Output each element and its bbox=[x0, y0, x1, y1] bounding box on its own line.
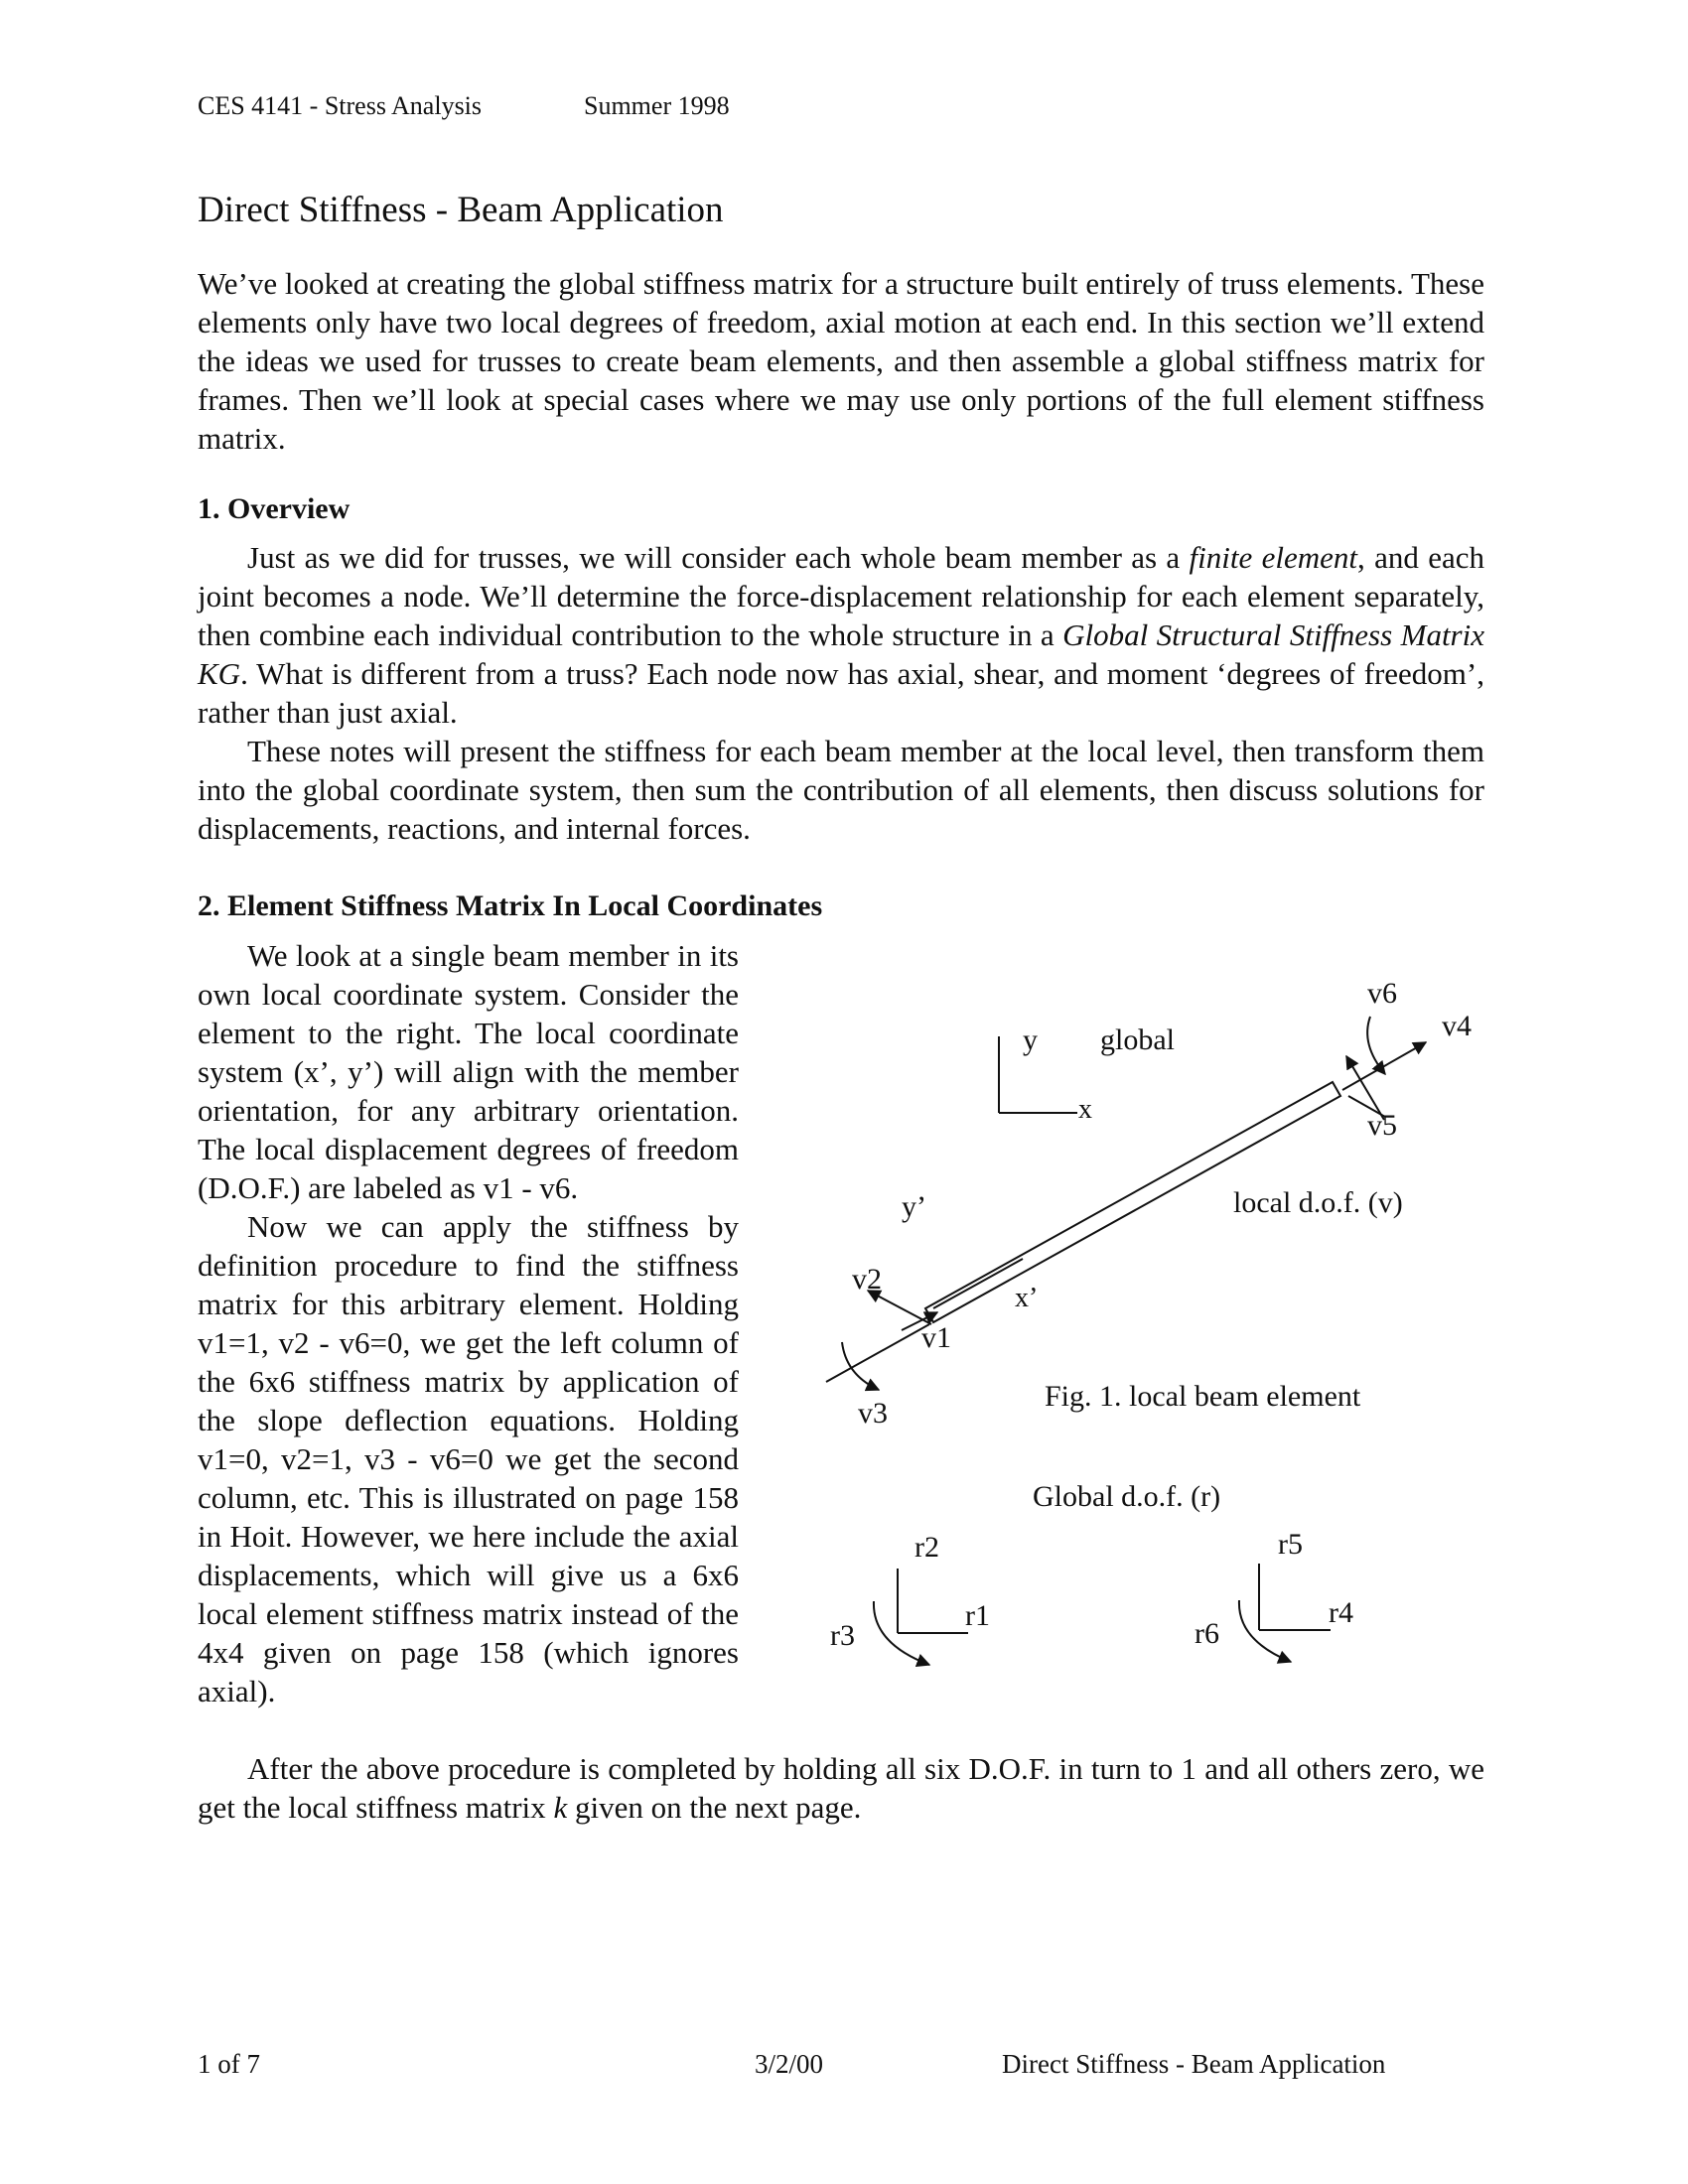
intro-paragraph bbox=[198, 264, 1484, 458]
s1p1-emphasis-finite-element: finite element bbox=[1189, 540, 1357, 575]
s1p1-text-c: . What is different from a truss? Each node now has axial, shear, and moment ‘degrees of freedom’, rather than just axial. bbox=[198, 656, 1484, 730]
s1p1-text-a: Just as we did for trusses, we will consider each whole beam member as a bbox=[247, 540, 1190, 575]
v6-label: v6 bbox=[1367, 977, 1397, 1010]
global-dof-node-left bbox=[874, 1569, 968, 1665]
section-2-paragraph-3 bbox=[198, 1749, 1484, 1827]
section-1-body bbox=[198, 538, 1484, 848]
s2p3-text-b: given on the next page. bbox=[567, 1790, 862, 1825]
section-1-heading: 1. Overview bbox=[198, 492, 351, 525]
section-2-heading: 2. Element Stiffness Matrix In Local Coordinates bbox=[198, 889, 823, 922]
section-2-paragraph-1: We look at a single beam member in its own local coordinate system. Consider the element to the right. The local coordinate system (x’, y’) will align with the member orientation, for any arbitrary orientation. The local displacement degrees of freedom (D.O.F.) are labeled as v1 - v6. bbox=[198, 938, 739, 1205]
r2-label: r2 bbox=[914, 1531, 939, 1564]
r4-label: r4 bbox=[1329, 1596, 1353, 1629]
global-y-label: y bbox=[1023, 1024, 1038, 1056]
v5-label: v5 bbox=[1367, 1109, 1397, 1142]
beam-element-figure bbox=[794, 953, 1509, 1688]
footer-page-number: 1 of 7 bbox=[198, 2049, 260, 2079]
v4-label: v4 bbox=[1442, 1010, 1472, 1042]
local-x-label: x’ bbox=[1015, 1283, 1039, 1313]
footer-date: 3/2/00 bbox=[755, 2049, 824, 2079]
r3-label: r3 bbox=[830, 1619, 855, 1652]
s2p3-text-a: After the above procedure is completed by holding all six D.O.F. in turn to 1 and all others zero, we get the local stiffness matrix bbox=[198, 1751, 1484, 1825]
section-1-paragraph-1 bbox=[198, 538, 1484, 732]
r5-label: r5 bbox=[1278, 1528, 1303, 1561]
s1p1-text-b: , and each joint becomes a node. We’ll determine the force-displacement relationship for each element separately, then combine each individual contribution to the whole structure in a bbox=[198, 540, 1484, 652]
footer-title: Direct Stiffness - Beam Application bbox=[1002, 2049, 1386, 2079]
right-end-dofs bbox=[1342, 1017, 1426, 1120]
r1-label: r1 bbox=[965, 1599, 990, 1632]
global-axes bbox=[999, 1036, 1077, 1113]
page-title: Direct Stiffness - Beam Application bbox=[198, 190, 724, 230]
section-2-paragraph-2: Now we can apply the stiffness by definition procedure to find the stiffness matrix for this arbitrary element. Holding v1=1, v2 - v6=0, we get the left column of the 6x6 stiffness matrix by application of the slope deflection equations. Holding v1=0, v2=1, v3 - v6=0 we get the second column, etc. This is illustrated on page 158 in Hoit. However, we here include the axial displacements, which will give us a 6x6 local element stiffness matrix instead of the 4x4 given on page 158 (which ignores axial). bbox=[198, 1209, 739, 1708]
global-label: global bbox=[1100, 1024, 1175, 1056]
global-x-label: x bbox=[1078, 1094, 1092, 1125]
r6-label: r6 bbox=[1195, 1617, 1219, 1650]
intro-text: We’ve looked at creating the global stiffness matrix for a structure built entirely of truss elements. These elements only have two local degrees of freedom, axial motion at each end. In this section we’ll extend the ideas we used for trusses to create beam elements, and then assemble a global stiffness matrix for frames. Then we’ll look at special cases where we may use only portions of the full element stiffness matrix. bbox=[198, 266, 1484, 456]
v3-label: v3 bbox=[858, 1397, 888, 1430]
global-dof-label: Global d.o.f. (r) bbox=[1033, 1480, 1221, 1513]
section-1-paragraph-2: These notes will present the stiffness for each beam member at the local level, then transform them into the global coordinate system, then sum the contribution of all elements, then discuss solutions for displacements, reactions, and internal forces. bbox=[198, 734, 1484, 846]
header-course: CES 4141 - Stress Analysis bbox=[198, 91, 483, 120]
section-2-column-text bbox=[198, 936, 739, 1710]
header-term: Summer 1998 bbox=[584, 91, 730, 120]
v1-label: v1 bbox=[921, 1321, 951, 1354]
v2-label: v2 bbox=[852, 1263, 882, 1296]
global-dof-node-right bbox=[1239, 1564, 1331, 1662]
s1p1-emphasis-global-matrix: Global Structural Stiffness Matrix KG bbox=[198, 617, 1484, 691]
local-y-label: y’ bbox=[902, 1190, 926, 1223]
s2p3-emphasis-k: k bbox=[553, 1790, 568, 1825]
local-dof-label: local d.o.f. (v) bbox=[1233, 1186, 1403, 1219]
figure-caption: Fig. 1. local beam element bbox=[1045, 1380, 1361, 1413]
